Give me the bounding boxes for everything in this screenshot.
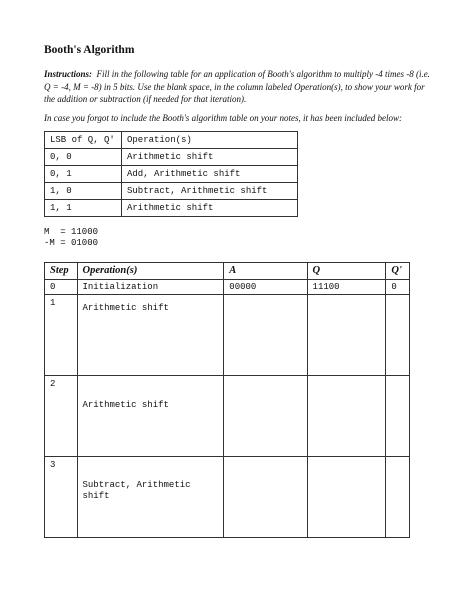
work-cell-q[interactable] — [307, 376, 386, 457]
reference-table — [44, 131, 298, 217]
work-cell-operation[interactable] — [77, 376, 224, 457]
table-row — [45, 295, 410, 376]
table-row — [45, 183, 298, 200]
reference-cell-operation: Subtract, Arithmetic shift — [122, 183, 298, 200]
work-cell-a: 00000 — [224, 280, 307, 295]
table-row — [45, 200, 298, 217]
reference-cell-bits: 1, 0 — [45, 183, 122, 200]
reference-cell-operation: Arithmetic shift — [122, 200, 298, 217]
reference-note: In case you forgot to include the Booth's algorithm table on your notes, it has been included below: — [44, 113, 403, 123]
reference-cell-bits: 0, 1 — [45, 166, 122, 183]
reference-cell-bits: 0, 0 — [45, 149, 122, 166]
m-values — [44, 227, 98, 249]
work-cell-a[interactable] — [224, 295, 307, 376]
step-number: 2 — [50, 379, 56, 389]
work-cell-qprime[interactable] — [386, 295, 410, 376]
operation-text: Arithmetic shift — [82, 400, 169, 410]
work-cell-q[interactable] — [307, 295, 386, 376]
reference-cell-operation: Add, Arithmetic shift — [122, 166, 298, 183]
work-cell-q: 11100 — [307, 280, 386, 295]
work-header-row — [45, 263, 410, 280]
step-number: 1 — [50, 298, 56, 308]
work-header-qprime: Q' — [386, 263, 410, 280]
work-table — [44, 262, 410, 538]
work-cell-step — [45, 295, 78, 376]
work-cell-qprime[interactable] — [386, 376, 410, 457]
table-row — [45, 149, 298, 166]
work-cell-operation[interactable] — [77, 457, 224, 538]
step-number: 3 — [50, 460, 56, 470]
table-row — [45, 280, 410, 295]
instructions — [44, 68, 436, 106]
work-header-q: Q — [307, 263, 386, 280]
work-cell-a[interactable] — [224, 457, 307, 538]
reference-header-row — [45, 132, 298, 149]
page-title: Booth's Algorithm — [44, 44, 135, 56]
reference-header-lsb: LSB of Q, Q' — [45, 132, 122, 149]
table-row — [45, 166, 298, 183]
reference-header-operation: Operation(s) — [122, 132, 298, 149]
work-cell-a[interactable] — [224, 376, 307, 457]
neg-m-value: -M = 01000 — [44, 238, 99, 248]
reference-cell-operation: Arithmetic shift — [122, 149, 298, 166]
work-cell-qprime[interactable] — [386, 457, 410, 538]
operation-text: Arithmetic shift — [82, 303, 169, 313]
work-cell-qprime: 0 — [386, 280, 410, 295]
work-cell-step — [45, 376, 78, 457]
work-cell-step — [45, 457, 78, 538]
instructions-lead: Instructions: — [44, 69, 93, 79]
work-header-operation: Operation(s) — [77, 263, 224, 280]
work-header-step: Step — [45, 263, 78, 280]
work-cell-q[interactable] — [307, 457, 386, 538]
work-cell-operation[interactable] — [77, 295, 224, 376]
table-row — [45, 457, 410, 538]
m-value: M = 11000 — [44, 227, 99, 237]
work-cell-operation: Initialization — [77, 280, 224, 295]
table-row — [45, 376, 410, 457]
reference-cell-bits: 1, 1 — [45, 200, 122, 217]
instructions-text: Fill in the following table for an application of Booth's algorithm to multiply -4 times -8 (i.e. Q = -4, M = -8) in 5 bits. Use the blank space, in the column labeled Operation(s), to show your work for the addition or subtraction (if needed for that iteration). — [44, 69, 430, 104]
work-cell-step: 0 — [45, 280, 78, 295]
operation-text: Subtract, Arithmetic shift — [82, 480, 191, 501]
work-header-a: A — [224, 263, 307, 280]
